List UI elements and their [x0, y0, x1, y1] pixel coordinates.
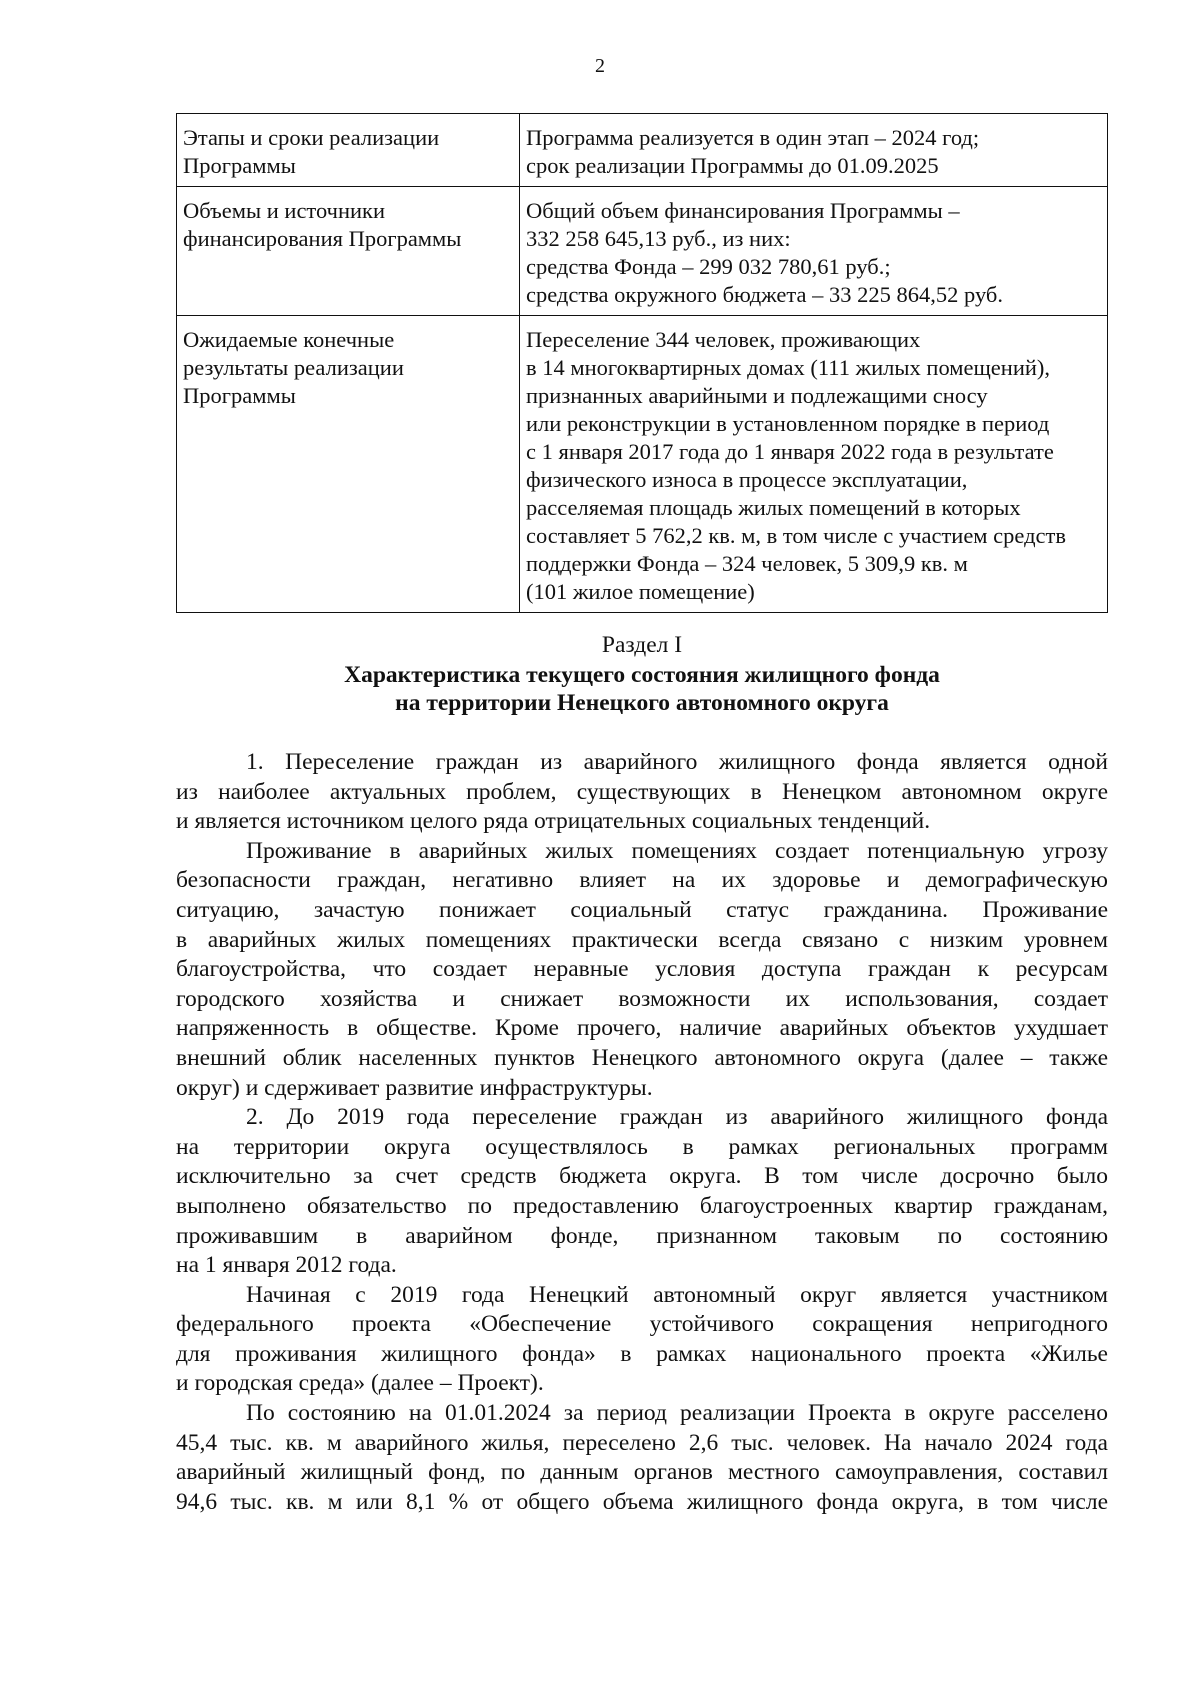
value-line: признанных аварийными и подлежащими сносу: [526, 383, 988, 408]
text-line: безопасности граждан, негативно влияет на их здоровье и демографическую: [176, 867, 1108, 894]
value-line: Переселение 344 человек, проживающих: [526, 327, 921, 352]
label-line: Этапы и сроки реализации: [183, 125, 440, 150]
value-line: средства окружного бюджета – 33 225 864,52 руб.: [526, 282, 1003, 307]
paragraph-5: [176, 1399, 1108, 1517]
text-line: городского хозяйства и снижает возможности их использования, создает: [176, 985, 1108, 1012]
value-line: поддержки Фонда – 324 человек, 5 309,9 кв. м: [526, 551, 968, 576]
text-line: аварийный жилищный фонд, по данным органов местного самоуправления, составил: [176, 1459, 1108, 1486]
value-line: 332 258 645,13 руб., из них:: [526, 226, 791, 251]
text-line: 1. Переселение граждан из аварийного жилищного фонда является одной: [246, 749, 1108, 775]
section-title: [176, 661, 1108, 717]
text-line: округ) и сдерживает развитие инфраструктуры.: [176, 1074, 653, 1101]
text-line: и является источником целого ряда отрицательных социальных тенденций.: [176, 808, 931, 835]
row-label: [177, 114, 520, 187]
text-line: проживавшим в аварийном фонде, признанном таковым по состоянию: [176, 1222, 1108, 1249]
text-line: выполнено обязательство по предоставлению благоустроенных квартир гражданам,: [176, 1192, 1108, 1219]
text-line: федерального проекта «Обеспечение устойчивого сокращения непригодного: [176, 1311, 1108, 1338]
row-label: [177, 187, 520, 316]
section-heading: [176, 631, 1108, 717]
text-line: По состоянию на 01.01.2024 за период реализации Проекта в округе расселено: [246, 1400, 1108, 1427]
label-line: результаты реализации: [183, 355, 404, 380]
label-line: Программы: [183, 383, 296, 408]
body-text: [176, 748, 1108, 1517]
text-line: на территории округа осуществлялось в рамках региональных программ: [176, 1133, 1108, 1160]
text-line: Проживание в аварийных жилых помещениях создает потенциальную угрозу: [246, 837, 1108, 864]
text-line: в аварийных жилых помещениях практически всегда связано с низким уровнем: [176, 926, 1108, 953]
value-line: расселяемая площадь жилых помещений в которых: [526, 495, 1021, 520]
row-label: [177, 316, 520, 613]
label-line: финансирования Программы: [183, 226, 462, 251]
paragraph-2: [176, 837, 1108, 1103]
paragraph-3: [176, 1103, 1108, 1281]
label-line: Программы: [183, 153, 296, 178]
value-line: в 14 многоквартирных домах (111 жилых помещений),: [526, 355, 1051, 380]
row-value: [520, 114, 1108, 187]
text-line: напряженность в обществе. Кроме прочего, наличие аварийных объектов ухудшает: [176, 1015, 1108, 1042]
text-line: на 1 января 2012 года.: [176, 1252, 397, 1279]
section-title-line: Характеристика текущего состояния жилищного фонда: [344, 662, 940, 688]
section-label: Раздел I: [601, 632, 683, 658]
text-line: и городская среда» (далее – Проект).: [176, 1370, 544, 1397]
paragraph-4: [176, 1281, 1108, 1399]
text-line: благоустройства, что создает неравные условия доступа граждан к ресурсам: [176, 956, 1108, 983]
section-title-line: на территории Ненецкого автономного округа: [395, 690, 889, 716]
page-number: 2: [595, 55, 605, 77]
row-value: [520, 187, 1108, 316]
text-line: внешний облик населенных пунктов Ненецкого автономного округа (далее – также: [176, 1044, 1108, 1071]
text-line: из наиболее актуальных проблем, существующих в Ненецком автономном округе: [176, 778, 1108, 805]
paragraph-1: [176, 748, 1108, 837]
program-passport-table: [176, 113, 1108, 613]
row-value: [520, 316, 1108, 613]
value-line: средства Фонда – 299 032 780,61 руб.;: [526, 254, 891, 279]
text-line: 2. До 2019 года переселение граждан из аварийного жилищного фонда: [246, 1104, 1108, 1131]
text-line: исключительно за счет средств бюджета округа. В том числе досрочно было: [176, 1163, 1108, 1190]
value-line: Программа реализуется в один этап – 2024 год;: [526, 125, 980, 150]
text-line: 45,4 тыс. кв. м аварийного жилья, переселено 2,6 тыс. человек. На начало 2024 года: [176, 1429, 1108, 1456]
text-line: Начиная с 2019 года Ненецкий автономный округ является участником: [246, 1281, 1108, 1308]
value-line: составляет 5 762,2 кв. м, в том числе с участием средств: [526, 523, 1066, 548]
text-line: для проживания жилищного фонда» в рамках национального проекта «Жилье: [176, 1340, 1108, 1367]
table-row-results: [177, 316, 1108, 613]
value-line: (101 жилое помещение): [526, 579, 755, 604]
value-line: Общий объем финансирования Программы –: [526, 198, 960, 223]
value-line: физического износа в процессе эксплуатации,: [526, 467, 968, 492]
table-row-stages: [177, 114, 1108, 187]
value-line: срок реализации Программы до 01.09.2025: [526, 153, 939, 178]
label-line: Объемы и источники: [183, 198, 386, 223]
value-line: или реконструкции в установленном порядке в период: [526, 411, 1050, 436]
value-line: с 1 января 2017 года до 1 января 2022 года в результате: [526, 439, 1054, 464]
label-line: Ожидаемые конечные: [183, 327, 395, 352]
text-line: 94,6 тыс. кв. м или 8,1 % от общего объема жилищного фонда округа, в том числе: [176, 1488, 1108, 1515]
text-line: ситуацию, зачастую понижает социальный статус гражданина. Проживание: [176, 896, 1108, 923]
table-row-funding: [177, 187, 1108, 316]
